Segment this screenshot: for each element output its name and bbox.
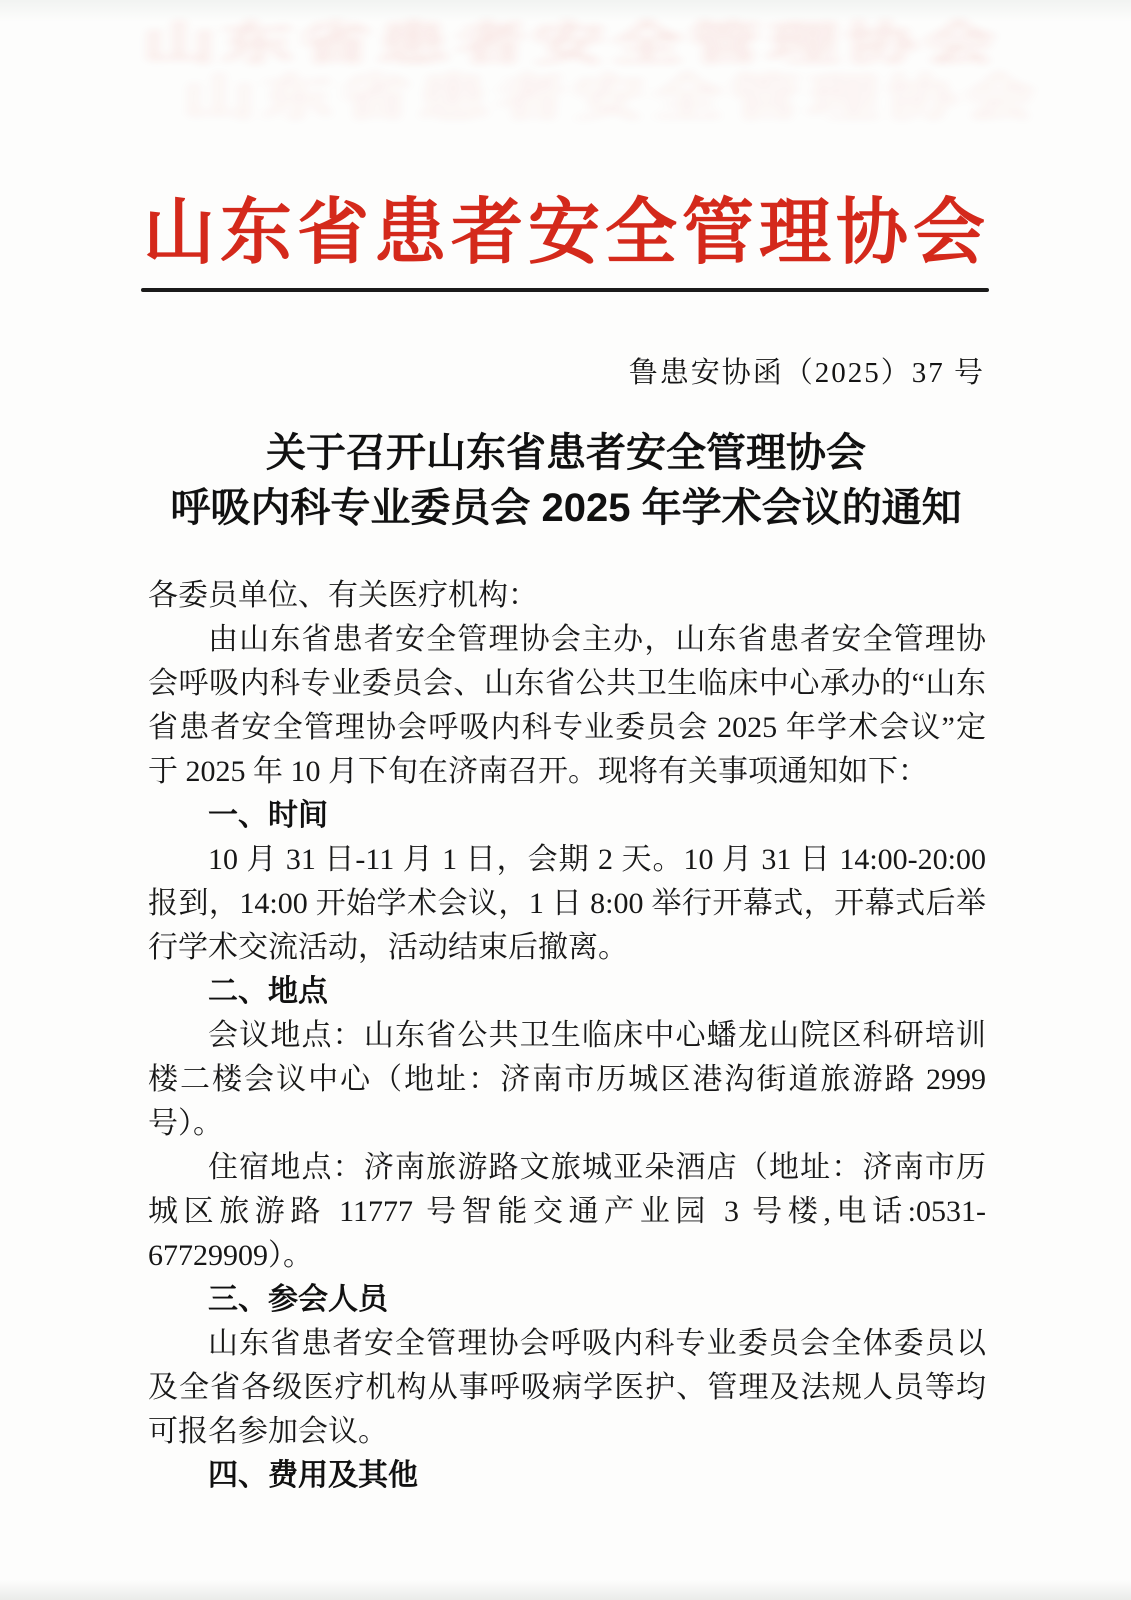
section-heading-location: 二、地点 — [208, 975, 328, 1008]
section-time-paragraph: 10 月 31 日-11 月 1 日，会期 2 天。10 月 31 日 14:00-20:00 报到，14:00 开始学术会议，1 日 8:00 举行开幕式，开幕式后举行学术交流活动，活动结束后撤离。 — [148, 843, 986, 964]
document-title — [66, 426, 1066, 536]
section-heading-fees: 四、费用及其他 — [208, 1459, 418, 1492]
salutation-line: 各委员单位、有关医疗机构： — [148, 579, 538, 612]
section-participants-paragraph: 山东省患者安全管理协会呼吸内科专业委员会全体委员以及全省各级医疗机构从事呼吸病学医护、管理及法规人员等均可报名参加会议。 — [148, 1327, 986, 1448]
section-heading-participants: 三、参会人员 — [208, 1283, 388, 1316]
ink-bleed-artifact: 山东省患者安全管理协会 — [143, 18, 1002, 70]
document-title-line1: 关于召开山东省患者安全管理协会 — [266, 431, 866, 475]
scan-shadow-bottom — [0, 1580, 1131, 1600]
section-location-paragraph-venue: 会议地点：山东省公共卫生临床中心蟠龙山院区科研培训楼二楼会议中心（地址：济南市历城区港沟街道旅游路 2999 号）。 — [148, 1019, 986, 1140]
letterhead-org-name: 山东省患者安全管理协会 — [143, 193, 991, 273]
document-title-line2: 呼吸内科专业委员会 2025 年学术会议的通知 — [170, 486, 962, 530]
ink-bleed-artifact: 山东省患者安全管理协会 — [183, 70, 1042, 126]
scan-shadow-top — [0, 0, 1131, 22]
document-reference-number: 鲁患安协函（2025）37 号 — [628, 357, 985, 389]
document-body — [148, 574, 986, 1498]
section-heading-time: 一、时间 — [208, 799, 328, 832]
letterhead-divider-line — [141, 288, 989, 292]
intro-paragraph: 由山东省患者安全管理协会主办，山东省患者安全管理协会呼吸内科专业委员会、山东省公共卫生临床中心承办的“山东省患者安全管理协会呼吸内科专业委员会 2025 年学术会议”定于 2025 年 10 月下旬在济南召开。现将有关事项通知如下： — [148, 623, 986, 788]
section-location-paragraph-hotel: 住宿地点：济南旅游路文旅城亚朵酒店（地址：济南市历城区旅游路 11777 号智能交通产业园 3 号楼,电话:0531-67729909）。 — [148, 1151, 986, 1272]
